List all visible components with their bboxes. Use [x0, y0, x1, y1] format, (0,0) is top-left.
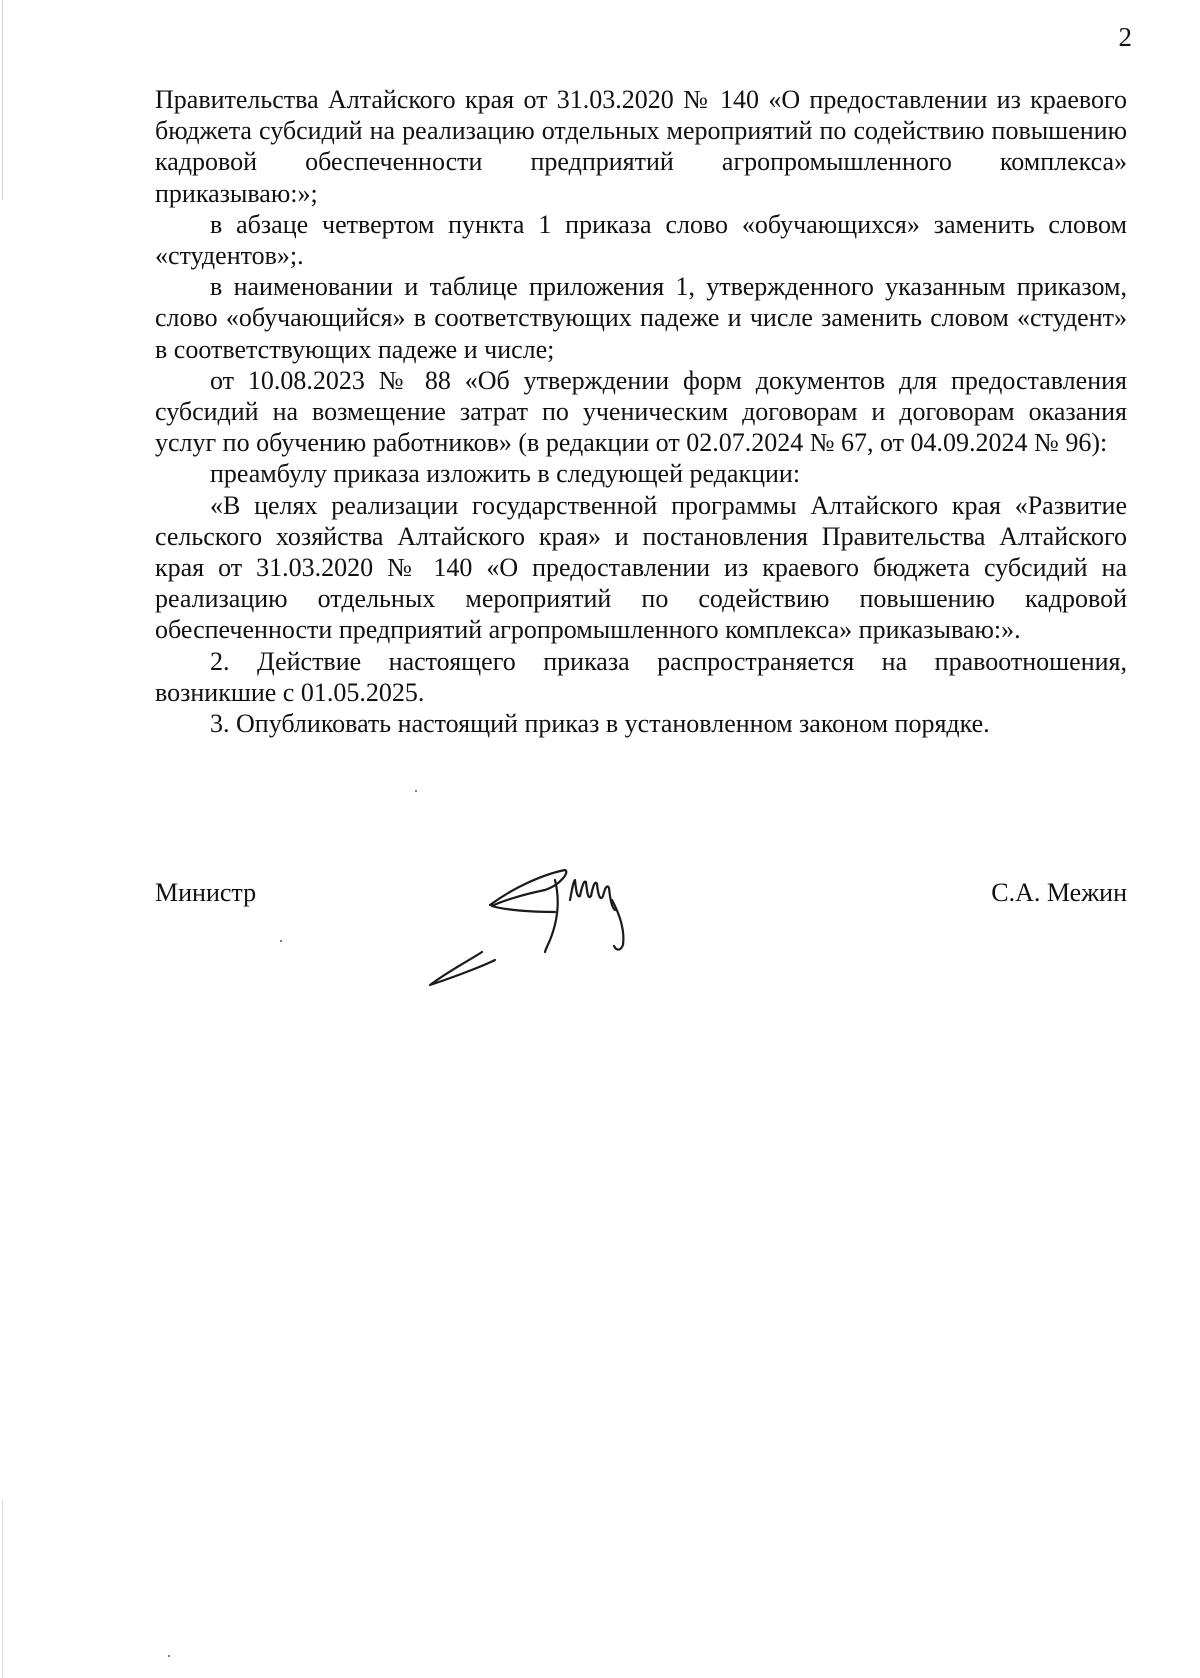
- paragraph: преамбулу приказа изложить в следующей редакции:: [210, 459, 801, 489]
- scan-edge-line: [2, 0, 3, 200]
- signer-position: Министр: [155, 878, 257, 907]
- paragraph: Правительства Алтайского края от 31.03.2020 № 140 «О предоставлении из краевого бюджета субсидий на реализацию отдельных мероприятий по содействию повышению кадровой обеспеченности предприятий агропромышленного комплекса» приказываю:»;: [155, 85, 1127, 208]
- scan-edge-line: [2, 1500, 3, 1678]
- handwritten-signature: [420, 860, 680, 990]
- paragraph: от 10.08.2023 № 88 «Об утверждении форм документов для предоставления субсидий на возмещение затрат по ученическим договорам и договорам оказания услуг по обучению работников» (в редакции от 02.07.2024 № 67, от 04.09.2024 № 96):: [155, 365, 1127, 458]
- paragraph: в наименовании и таблице приложения 1, утвержденного указанным приказом, слово «обучающийся» в соответствующих падеже и числе заменить словом «студент» в соответствующих падеже и числе;: [155, 272, 1127, 364]
- paragraph: 2. Действие настоящего приказа распространяется на правоотношения, возникшие с 01.05.2025.: [155, 646, 1127, 707]
- paragraph: в абзаце четвертом пункта 1 приказа слово «обучающихся» заменить словом «студентов»;.: [155, 209, 1127, 271]
- scan-speck: [415, 790, 417, 792]
- scan-speck: [168, 1655, 170, 1657]
- scan-speck: [280, 940, 282, 942]
- paragraph: «В целях реализации государственной программы Алтайского края «Развитие сельского хозяйства Алтайского края» и постановления Правительства Алтайского края от 31.03.2020 № 140 «О предоставлении из краевого бюджета субсидий на реализацию отдельных мероприятий по содействию повышению кадровой обеспеченности предприятий агропромышленного комплекса» приказываю:».: [155, 490, 1127, 645]
- document-body: [155, 84, 1127, 739]
- page-number: 2: [1118, 22, 1132, 52]
- signer-name: С.А. Межин: [991, 878, 1127, 907]
- paragraph: 3. Опубликовать настоящий приказ в установленном законом порядке.: [210, 709, 990, 739]
